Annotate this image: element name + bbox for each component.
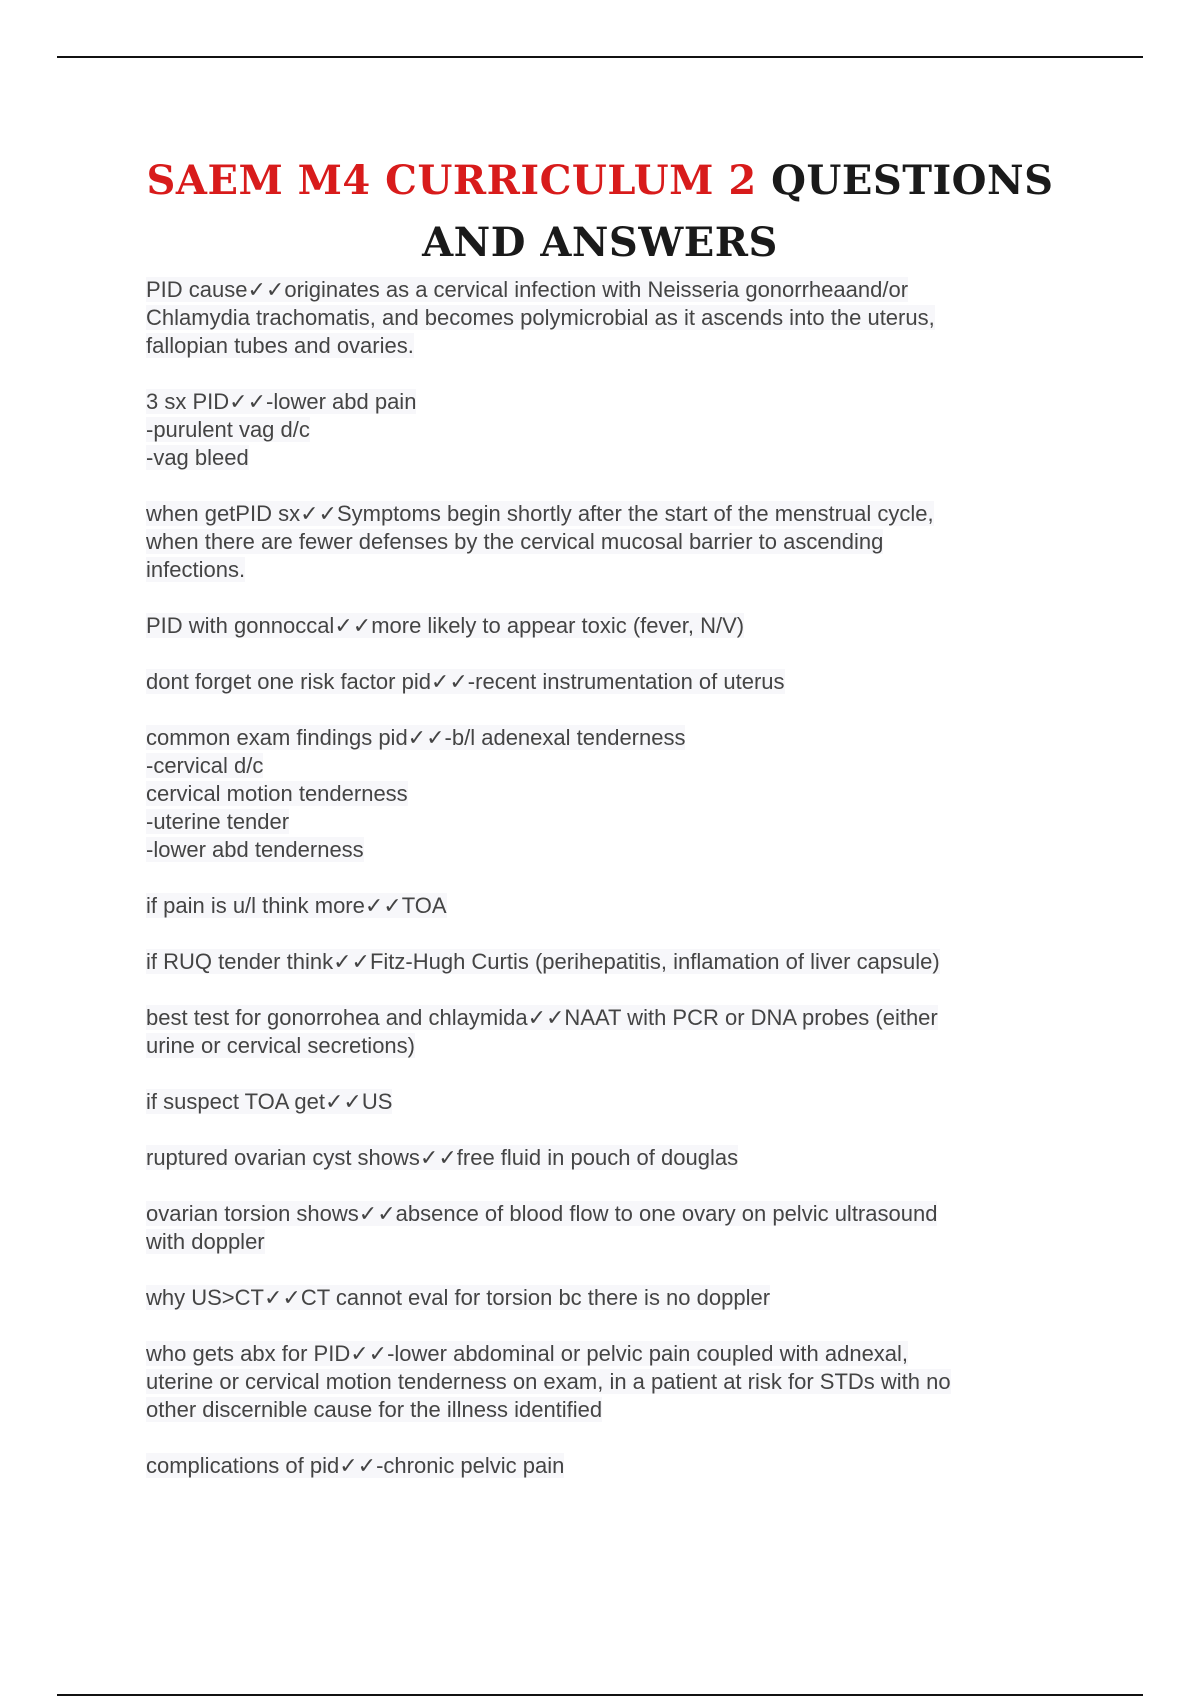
qa-text: when getPID sx✓✓Symptoms begin shortly after the start of the menstrual cycle, when there are fewer defenses by the cervical mucosal barrier to ascending infections. [146,501,934,582]
qa-item [146,612,1046,640]
qa-item [146,724,1046,864]
qa-item [146,892,1046,920]
qa-text: if RUQ tender think✓✓Fitz-Hugh Curtis (perihepatitis, inflamation of liver capsule) [146,949,940,974]
title-black-part: QUESTIONS AND ANSWERS [422,157,1054,266]
qa-text: best test for gonorrohea and chlaymida✓✓NAAT with PCR or DNA probes (either urine or cervical secretions) [146,1005,938,1058]
qa-item [146,388,1046,472]
qa-item [146,1284,1046,1312]
qa-item [146,668,1046,696]
qa-text: ovarian torsion shows✓✓absence of blood flow to one ovary on pelvic ultrasound with doppler [146,1201,938,1254]
qa-text: ruptured ovarian cyst shows✓✓free fluid in pouch of douglas [146,1145,739,1170]
qa-item [146,1144,1046,1172]
qa-item [146,1088,1046,1116]
bottom-rule [57,1694,1143,1696]
qa-item [146,276,1046,360]
qa-item [146,1340,1046,1424]
qa-text: complications of pid✓✓-chronic pelvic pain [146,1453,565,1478]
qa-text: if suspect TOA get✓✓US [146,1089,393,1114]
qa-text: PID cause✓✓originates as a cervical infection with Neisseria gonorrheaand/or Chlamydia trachomatis, and becomes polymicrobial as it ascends into the uterus, fallopian tubes and ovaries. [146,277,935,358]
qa-item [146,500,1046,584]
qa-item [146,1200,1046,1256]
qa-text: dont forget one risk factor pid✓✓-recent instrumentation of uterus [146,669,785,694]
qa-text: common exam findings pid✓✓-b/l adenexal tenderness -cervical d/c cervical motion tenderness -uterine tender -lower abd tenderness [146,725,686,862]
qa-item [146,948,1046,976]
qa-text: why US>CT✓✓CT cannot eval for torsion bc there is no doppler [146,1285,771,1310]
top-rule [57,56,1143,58]
qa-text: if pain is u/l think more✓✓TOA [146,893,447,918]
qa-text: PID with gonnoccal✓✓more likely to appear toxic (fever, N/V) [146,613,745,638]
qa-text: who gets abx for PID✓✓-lower abdominal or pelvic pain coupled with adnexal, uterine or cervical motion tenderness on exam, in a patient at risk for STDs with no other discernible cause for the illness identified [146,1341,951,1422]
page-title [100,150,1100,274]
qa-list [146,276,1046,1508]
title-red-part: SAEM M4 CURRICULUM 2 [146,157,757,204]
qa-text: 3 sx PID✓✓-lower abd pain -purulent vag d/c -vag bleed [146,389,417,470]
qa-item [146,1004,1046,1060]
qa-item [146,1452,1046,1480]
